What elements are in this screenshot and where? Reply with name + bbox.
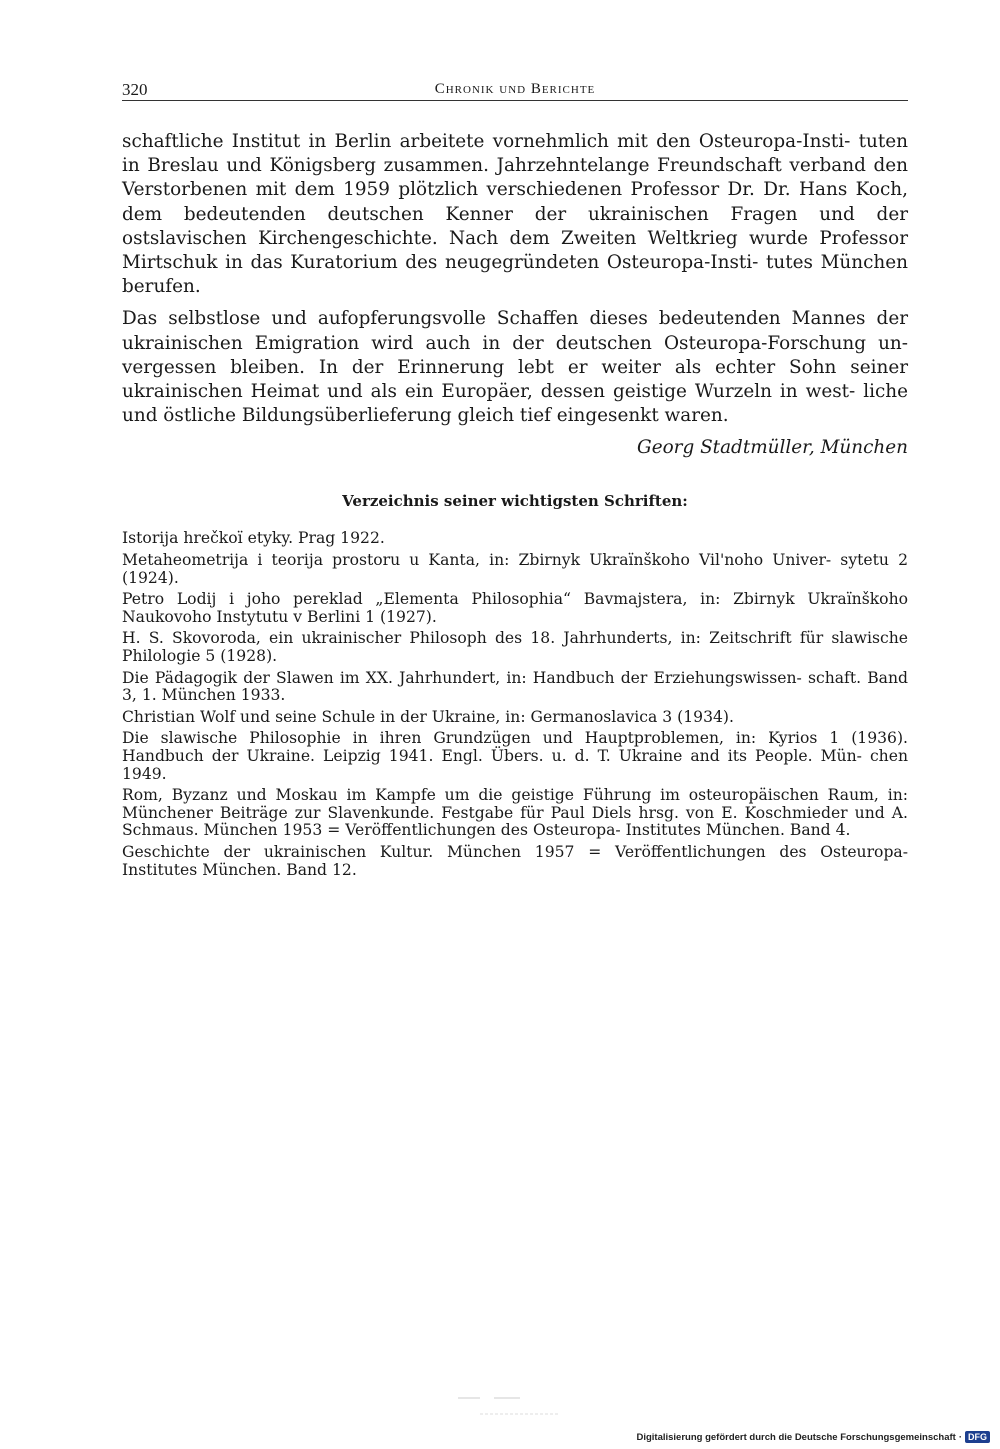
bibliography-heading: Verzeichnis seiner wichtigsten Schriften:	[342, 492, 688, 511]
dfg-logo: DFG	[965, 1431, 990, 1443]
author-signature: Georg Stadtmüller, München	[637, 437, 908, 459]
bibliography-entry: H. S. Skovoroda, ein ukrainischer Philosoph des 18. Jahrhunderts, in: Zeitschrift für slawische Philologie 5 (1928).	[122, 629, 908, 665]
body-paragraph-1: schaftliche Institut in Berlin arbeitete vornehmlich mit den Osteuropa-Insti- tuten in Breslau und Königsberg zusammen. Jahrzehntelange Freundschaft verband den Verstorbenen mit dem 1959 plötzlich verschiedenen Professor Dr. Dr. Hans Koch, dem bedeutenden deutschen Kenner der ukrainischen Fragen und der ostslavischen Kirchengeschichte. Nach dem Zweiten Weltkrieg wurde Professor Mirtschuk in das Kuratorium des neugegründeten Osteuropa-Insti- tutes München berufen.	[122, 131, 908, 298]
body-paragraph-2: Das selbstlose und aufopferungsvolle Schaffen dieses bedeutenden Mannes der ukrainischen Emigration wird auch in der deutschen Osteuropa-Forschung un- vergessen bleiben. In der Erinnerung lebt er weiter als echter Sohn seiner ukrainischen Heimat und als ein Europäer, dessen geistige Wurzeln in west- liche und östliche Bildungsüberlieferung gleich tief eingesenkt waren.	[122, 308, 908, 427]
bibliography-entry: Rom, Byzanz und Moskau im Kampfe um die geistige Führung im osteuropäischen Raum, in: Münchener Beiträge zur Slavenkunde. Festgabe für Paul Diels hrsg. von E. Koschmieder und A. Schmaus. München 1953 = Veröffentlichungen des Osteuropa- Institutes München. Band 4.	[122, 786, 908, 840]
credit-text: Digitalisierung gefördert durch die Deutsche Forschungsgemeinschaft	[636, 1431, 956, 1443]
bibliography-list	[122, 530, 908, 879]
bibliography-entry: Geschichte der ukrainischen Kultur. München 1957 = Veröffentlichungen des Osteuropa- Institutes München. Band 12.	[122, 842, 908, 879]
bibliography-entry: Metaheometrija i teorija prostoru u Kanta, in: Zbirnyk Ukraïnškoho Vil'noho Univer- sytetu 2 (1924).	[122, 551, 908, 587]
page-header	[122, 80, 908, 101]
page-number: 320	[122, 80, 148, 99]
scan-artifact	[450, 1392, 580, 1422]
bibliography-entry: Die slawische Philosophie in ihren Grundzügen und Hauptproblemen, in: Kyrios 1 (1936). Handbuch der Ukraine. Leipzig 1941. Engl. Übers. u. d. T. Ukraine and its People. Mün- chen 1949.	[122, 729, 908, 783]
bibliography-entry: Christian Wolf und seine Schule in der Ukraine, in: Germanoslavica 3 (1934).	[122, 707, 734, 726]
credit-separator: ·	[958, 1431, 962, 1443]
running-head: Chronik und Berichte	[434, 81, 596, 97]
scan-artifact-marks	[450, 1392, 580, 1422]
bibliography-entry: Istorija hrečkoï etyky. Prag 1922.	[122, 529, 385, 548]
digitization-credit	[636, 1431, 990, 1443]
bibliography-entry: Petro Lodij i joho pereklad „Elementa Philosophia“ Bavmajstera, in: Zbirnyk Ukraïnškoho Naukovoho Instytutu v Berlini 1 (1927).	[122, 590, 908, 626]
bibliography-entry: Die Pädagogik der Slawen im XX. Jahrhundert, in: Handbuch der Erziehungswissen- schaft. Band 3, 1. München 1933.	[122, 668, 908, 705]
article-body	[122, 130, 908, 883]
